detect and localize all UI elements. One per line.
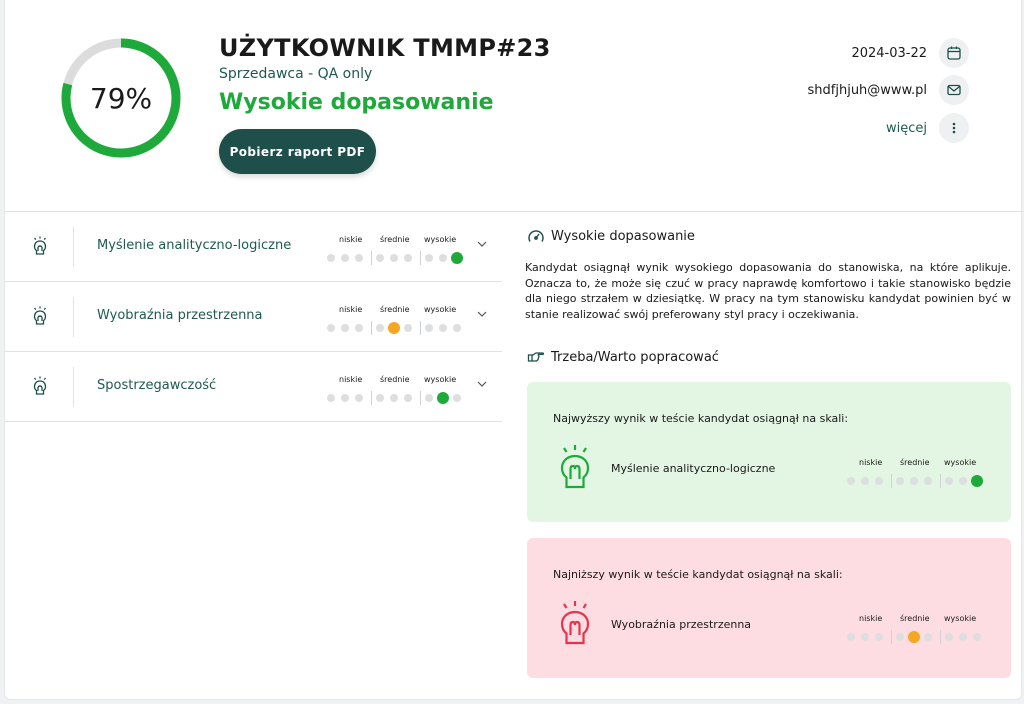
match-level: Wysokie dopasowanie <box>219 90 494 115</box>
scale-separator <box>940 474 941 488</box>
scale-label-mid: średnie <box>900 614 930 623</box>
scale-dot <box>376 394 384 402</box>
lowest-caption: Najniższy wynik w teście kandydat osiągnął na skali: <box>553 568 843 581</box>
candidate-header <box>5 0 1023 212</box>
level-scale <box>325 235 461 269</box>
scale-dots <box>325 250 461 266</box>
scale-label-mid: średnie <box>380 235 410 244</box>
summary-title: Wysokie dopasowanie <box>551 229 695 244</box>
gauge-icon <box>527 228 545 246</box>
scale-label-high: wysokie <box>424 305 457 314</box>
candidate-card <box>4 0 1022 700</box>
scale-dot <box>910 477 918 485</box>
scale-label-low: niskie <box>859 458 883 467</box>
trait-name: Myślenie analityczno-logiczne <box>97 238 292 253</box>
lowest-result-box <box>527 538 1011 678</box>
scale-dot <box>376 324 384 332</box>
scale-dot <box>425 254 433 262</box>
scale-dot <box>439 254 447 262</box>
scale-dot <box>327 394 335 402</box>
scale-label-low: niskie <box>339 305 363 314</box>
calendar-icon[interactable] <box>939 38 969 68</box>
more-row[interactable] <box>886 113 969 143</box>
level-scale <box>325 305 461 339</box>
scale-label-high: wysokie <box>424 235 457 244</box>
scale-dot <box>327 324 335 332</box>
traits-list <box>5 212 502 422</box>
scale-dots <box>325 320 461 336</box>
lowest-trait-name: Wyobraźnia przestrzenna <box>611 618 752 631</box>
scale-dot <box>355 254 363 262</box>
scale-dot <box>425 394 433 402</box>
scale-dot <box>355 324 363 332</box>
scale-dot <box>439 324 447 332</box>
scale-dot <box>875 477 883 485</box>
trait-row[interactable] <box>5 352 502 422</box>
scale-dot-active <box>451 252 463 264</box>
scale-label-low: niskie <box>859 614 883 623</box>
scale-dots <box>845 629 981 645</box>
divider <box>73 297 74 337</box>
head-bulb-icon <box>31 306 49 326</box>
scale-dot <box>924 633 932 641</box>
scale-dot-active <box>971 475 983 487</box>
scale-dot <box>390 254 398 262</box>
email-text: shdfjhjuh@www.pl <box>807 82 927 98</box>
scale-separator <box>891 474 892 488</box>
scale-label-low: niskie <box>339 235 363 244</box>
scale-labels <box>325 235 461 247</box>
scale-dot <box>896 633 904 641</box>
trait-name: Wyobraźnia przestrzenna <box>97 308 263 323</box>
scale-dot <box>341 394 349 402</box>
highest-trait-name: Myślenie analityczno-logiczne <box>611 462 776 475</box>
trait-row[interactable] <box>5 212 502 282</box>
user-title: UŻYTKOWNIK TMMP#23 <box>219 34 551 62</box>
scale-dots <box>325 390 461 406</box>
scale-dot <box>390 394 398 402</box>
improve-title: Trzeba/Warto popracować <box>551 350 719 365</box>
chevron-down-icon[interactable] <box>477 240 487 248</box>
scale-separator <box>940 630 941 644</box>
scale-dot <box>404 394 412 402</box>
more-vertical-icon[interactable] <box>939 113 969 143</box>
more-link[interactable]: więcej <box>886 120 927 136</box>
scale-labels <box>845 614 981 626</box>
scale-dot <box>453 394 461 402</box>
scale-dot <box>924 477 932 485</box>
scale-label-mid: średnie <box>900 458 930 467</box>
scale-separator <box>371 391 372 405</box>
scale-dot <box>959 633 967 641</box>
scale-dot-active <box>437 392 449 404</box>
level-scale <box>845 614 981 648</box>
summary-description: Kandydat osiągnął wynik wysokiego dopasowania do stanowiska, na które aplikuje. Oznacza to, że może się czuć w pracy naprawdę komfortowo i takie stanowisko będzie dla niego strzałem w dziesiątkę. W pracy na tym stanowisku kandydat powinien być w stanie realizować swój preferowany styl pracy i oczekiwania. <box>525 261 1011 321</box>
user-role: Sprzedawca - QA only <box>219 66 373 82</box>
mail-icon[interactable] <box>939 75 969 105</box>
scale-separator <box>371 251 372 265</box>
scale-label-high: wysokie <box>944 458 977 467</box>
score-value: 79% <box>89 81 153 115</box>
download-pdf-button[interactable]: Pobierz raport PDF <box>219 129 376 174</box>
date-text: 2024-03-22 <box>851 45 927 61</box>
scale-dot-active <box>908 631 920 643</box>
scale-label-high: wysokie <box>944 614 977 623</box>
divider <box>73 227 74 267</box>
scale-dot <box>945 477 953 485</box>
scale-dot <box>875 633 883 641</box>
trait-name: Spostrzegawczość <box>97 378 217 393</box>
scale-dot-active <box>388 322 400 334</box>
scale-label-low: niskie <box>339 375 363 384</box>
scale-labels <box>325 305 461 317</box>
scale-dot <box>376 254 384 262</box>
scale-dot <box>861 477 869 485</box>
head-bulb-icon <box>31 236 49 256</box>
scale-separator <box>420 321 421 335</box>
scale-dots <box>845 473 981 489</box>
scale-dot <box>973 633 981 641</box>
scale-dot <box>425 324 433 332</box>
email-row <box>808 75 969 105</box>
scale-dot <box>453 324 461 332</box>
pointing-hand-icon <box>527 348 545 366</box>
scale-label-mid: średnie <box>380 305 410 314</box>
scale-dot <box>404 254 412 262</box>
scale-dot <box>847 633 855 641</box>
scale-label-mid: średnie <box>380 375 410 384</box>
scale-separator <box>420 251 421 265</box>
scale-labels <box>325 375 461 387</box>
scale-separator <box>891 630 892 644</box>
head-bulb-icon <box>557 600 593 646</box>
highest-caption: Najwyższy wynik w teście kandydat osiągnął na skali: <box>553 412 849 425</box>
divider <box>73 367 74 407</box>
scale-dot <box>896 477 904 485</box>
head-bulb-icon <box>31 376 49 396</box>
scale-dot <box>861 633 869 641</box>
scale-label-high: wysokie <box>424 375 457 384</box>
scale-dot <box>959 477 967 485</box>
score-ring <box>59 36 183 160</box>
trait-row[interactable] <box>5 282 502 352</box>
scale-dot <box>945 633 953 641</box>
scale-dot <box>404 324 412 332</box>
scale-labels <box>845 458 981 470</box>
scale-dot <box>341 254 349 262</box>
level-scale <box>325 375 461 409</box>
scale-dot <box>327 254 335 262</box>
chevron-down-icon[interactable] <box>477 380 487 388</box>
scale-dot <box>341 324 349 332</box>
chevron-down-icon[interactable] <box>477 310 487 318</box>
date-row <box>851 38 969 68</box>
highest-result-box <box>527 382 1011 522</box>
head-bulb-icon <box>557 444 593 490</box>
scale-separator <box>371 321 372 335</box>
level-scale <box>845 458 981 492</box>
scale-dot <box>355 394 363 402</box>
scale-dot <box>847 477 855 485</box>
scale-separator <box>420 391 421 405</box>
